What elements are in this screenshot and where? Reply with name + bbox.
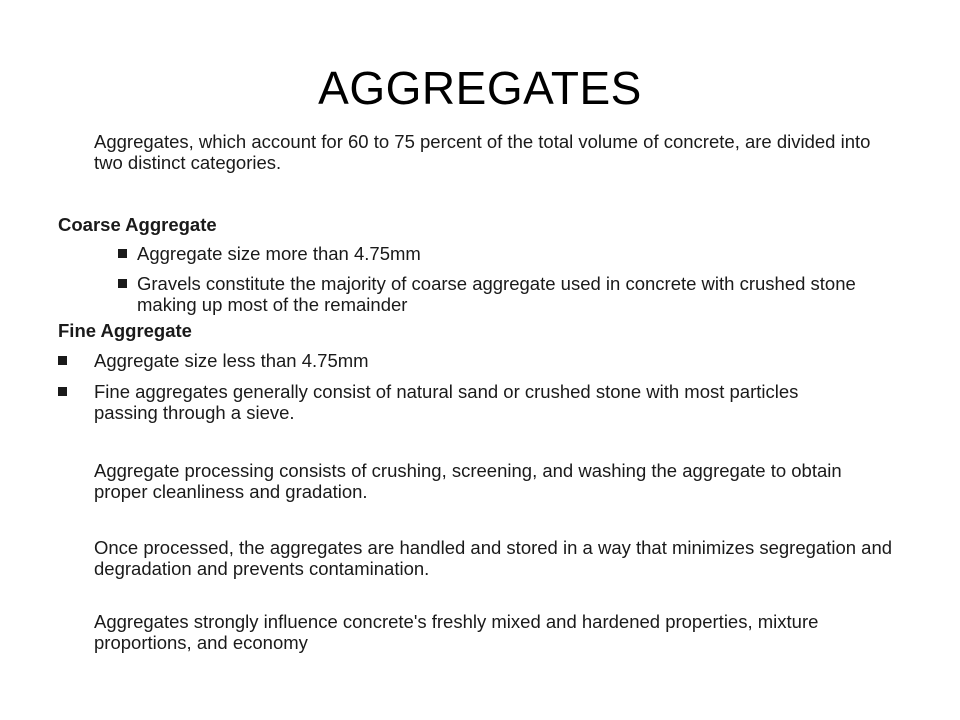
coarse-aggregate-heading: Coarse Aggregate xyxy=(58,214,217,235)
intro-paragraph: Aggregates, which account for 60 to 75 percent of the total volume of concrete, are divided into two distinct categories. xyxy=(94,131,871,173)
fine-aggregate-heading: Fine Aggregate xyxy=(58,320,192,341)
processing-paragraph: Aggregate processing consists of crushing, screening, and washing the aggregate to obtain proper cleanliness and gradation. xyxy=(94,460,842,502)
fine-bullet-2-text: Fine aggregates generally consist of natural sand or crushed stone with most particles passing through a sieve. xyxy=(94,381,799,423)
square-bullet-icon xyxy=(58,356,67,365)
slide-title: AGGREGATES xyxy=(318,62,642,114)
influence-paragraph: Aggregates strongly influence concrete's freshly mixed and hardened properties, mixture proportions, and economy xyxy=(94,611,819,653)
storage-paragraph: Once processed, the aggregates are handled and stored in a way that minimizes segregation and degradation and prevents contamination. xyxy=(94,537,893,579)
square-bullet-icon xyxy=(118,279,127,288)
square-bullet-icon xyxy=(118,249,127,258)
coarse-bullet-2-text: Gravels constitute the majority of coarse aggregate used in concrete with crushed stone making up most of the remainder xyxy=(137,273,856,315)
square-bullet-icon xyxy=(58,387,67,396)
coarse-bullet-1-text: Aggregate size more than 4.75mm xyxy=(137,243,421,264)
fine-bullet-1-text: Aggregate size less than 4.75mm xyxy=(94,350,369,371)
